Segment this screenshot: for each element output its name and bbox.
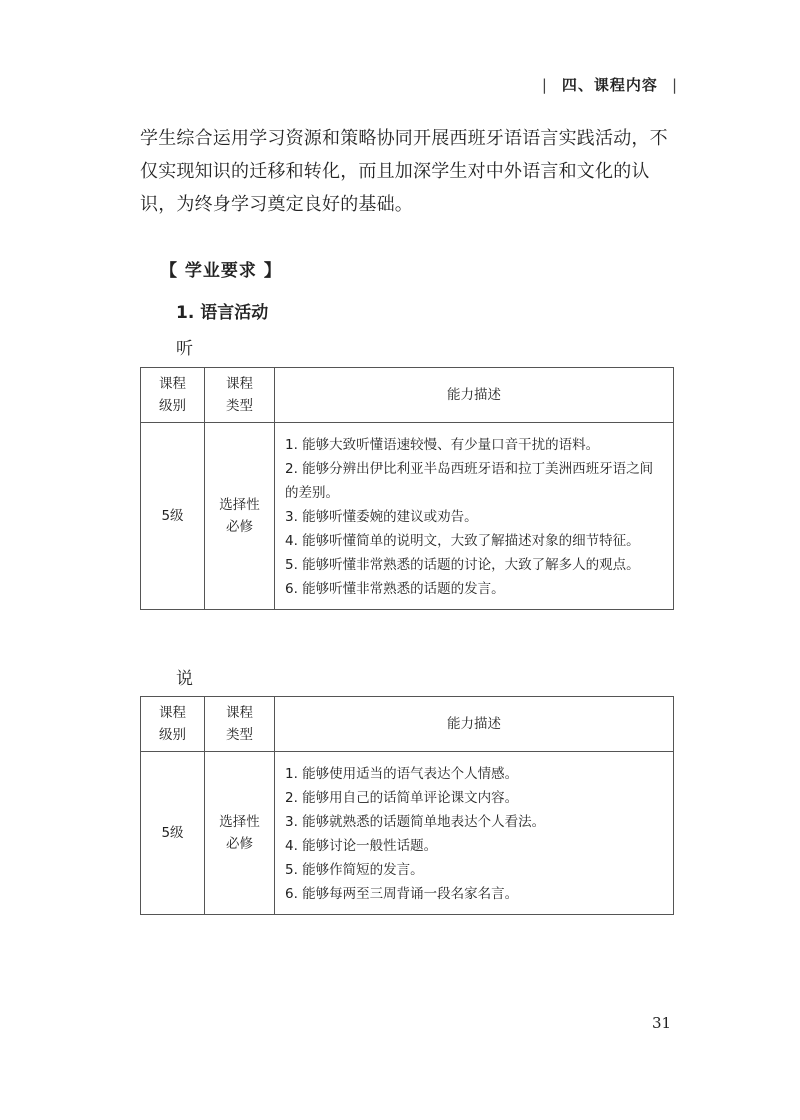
header-section-title: 四、课程内容 [561,76,658,94]
header-course-level: 课程 级别 [141,368,205,423]
cell-level: 5级 [141,752,205,915]
list-item: 6. 能够每两至三周背诵一段名家名言。 [285,886,519,902]
table-row [141,752,674,915]
cell-description [275,423,674,610]
cell-level: 5级 [141,423,205,610]
header-ability-description: 能力描述 [275,697,674,752]
page-number: 31 [652,1014,672,1032]
table-header-row [141,368,674,423]
table-row [141,423,674,610]
header-course-type: 课程 类型 [205,368,275,423]
list-item: 1. 能够使用适当的语气表达个人情感。 [285,766,519,782]
list-item: 3. 能够就熟悉的话题简单地表达个人看法。 [285,814,546,830]
cell-description [275,752,674,915]
list-item: 5. 能够作简短的发言。 [285,862,424,878]
header-ability-description: 能力描述 [275,368,674,423]
section-title: 【 学业要求 】 [160,261,282,281]
cell-type: 选择性 必修 [205,423,275,610]
table-header-row [141,697,674,752]
skill-label-listening: 听 [176,339,193,359]
list-item: 2. 能够用自己的话简单评论课文内容。 [285,790,519,806]
running-header [528,74,678,95]
list-item: 5. 能够听懂非常熟悉的话题的讨论，大致了解多人的观点。 [285,557,640,573]
header-divider-right: | [671,75,678,94]
list-item: 3. 能够听懂委婉的建议或劝告。 [285,509,478,525]
header-divider-left: | [541,75,548,94]
body-paragraph: 学生综合运用学习资源和策略协同开展西班牙语语言实践活动，不仅实现知识的迁移和转化，而且加深学生对中外语言和文化的认识，为终身学习奠定良好的基础。 [140,128,668,215]
cell-type: 选择性 必修 [205,752,275,915]
description-list [275,423,673,609]
list-item: 6. 能够听懂非常熟悉的话题的发言。 [285,581,505,597]
header-course-level: 课程 级别 [141,697,205,752]
skill-label-speaking: 说 [176,669,193,689]
description-list [275,752,673,914]
speaking-requirements-table [140,696,674,915]
subsection-title: 1. 语言活动 [176,303,269,323]
list-item: 2. 能够分辨出伊比利亚半岛西班牙语和拉丁美洲西班牙语之间的差别。 [285,461,654,501]
list-item: 4. 能够讨论一般性话题。 [285,838,438,854]
header-course-type: 课程 类型 [205,697,275,752]
list-item: 4. 能够听懂简单的说明文，大致了解描述对象的细节特征。 [285,533,640,549]
list-item: 1. 能够大致听懂语速较慢、有少量口音干扰的语料。 [285,437,600,453]
listening-requirements-table [140,367,674,610]
